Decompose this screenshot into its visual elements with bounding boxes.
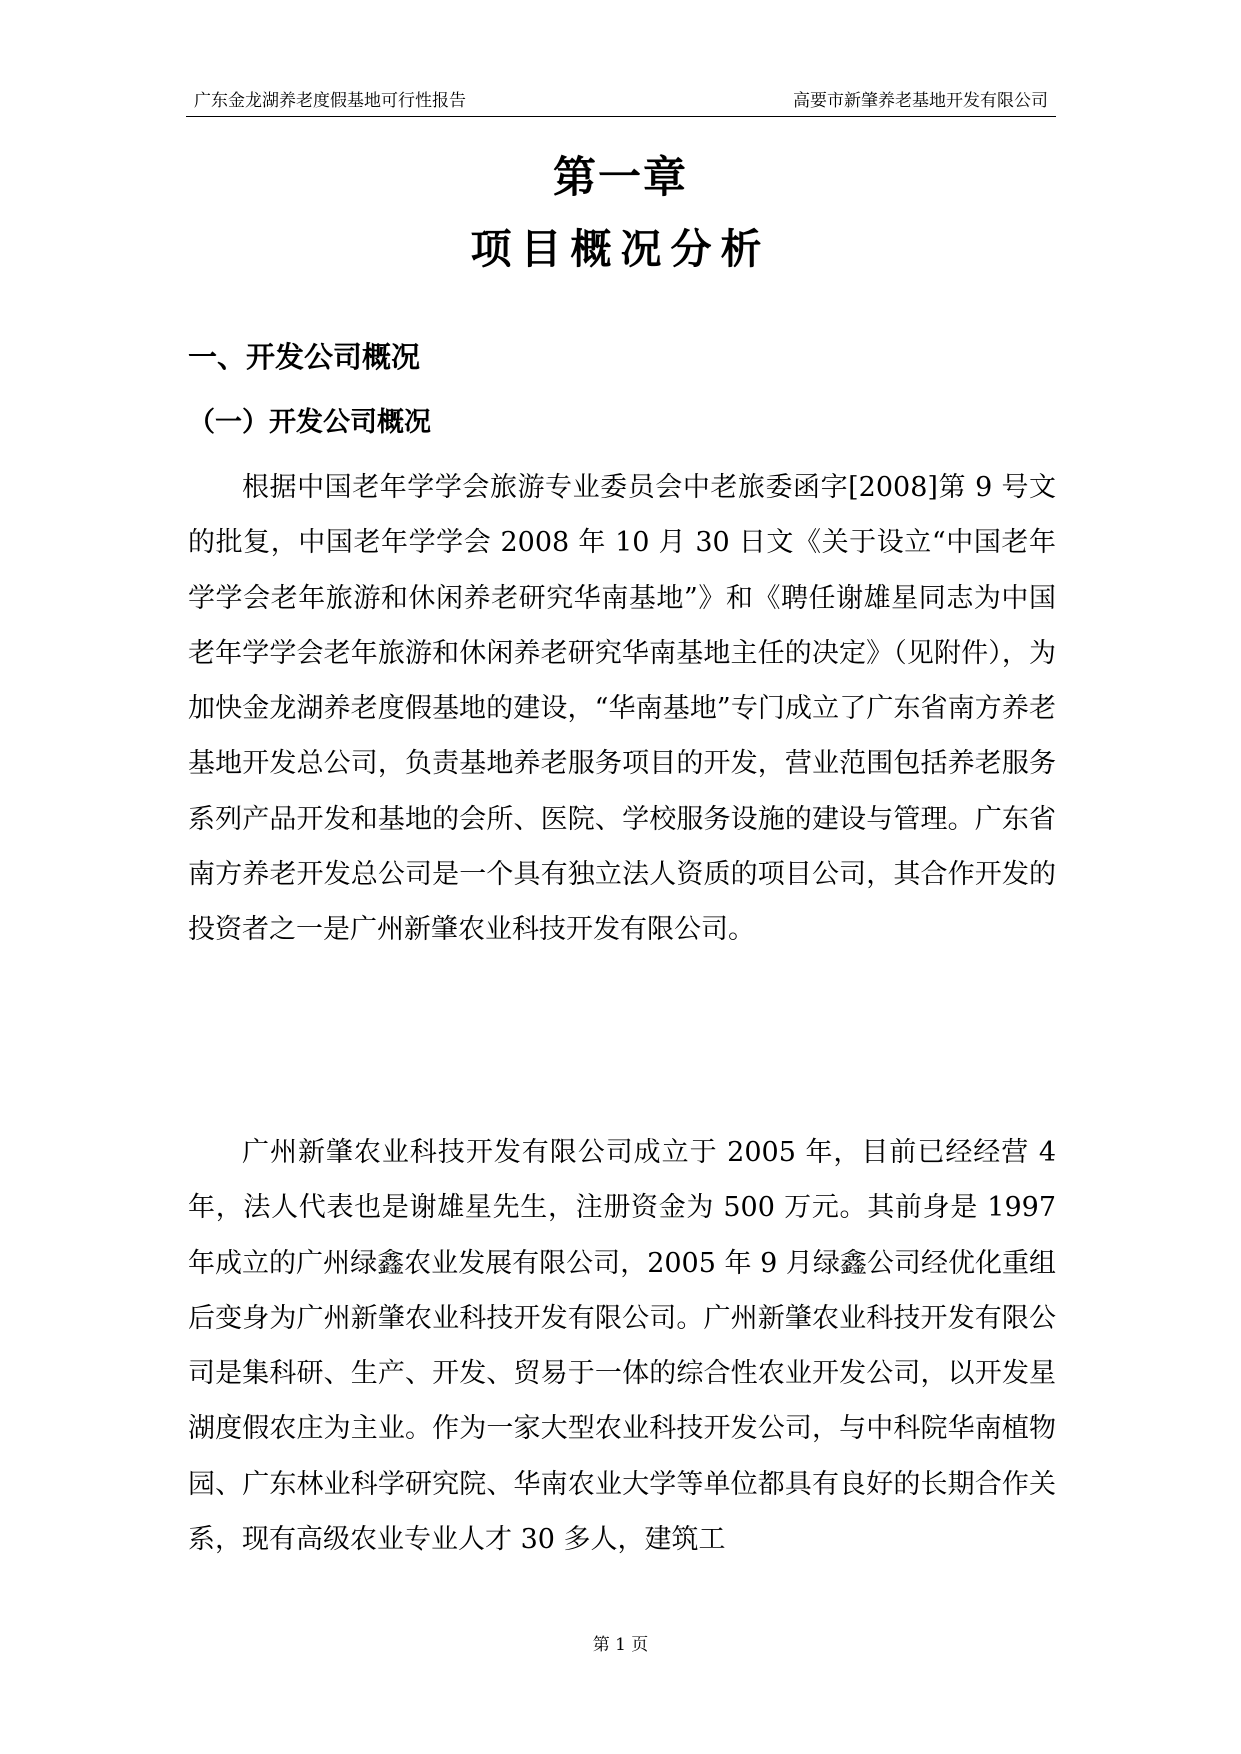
header-report-title: 广东金龙湖养老度假基地可行性报告	[194, 91, 466, 111]
header-company-name: 高要市新肇养老基地开发有限公司	[793, 91, 1048, 111]
chapter-number: 第一章	[553, 153, 688, 203]
page-header	[186, 86, 1056, 117]
chapter-title: 项目概况分析	[470, 225, 771, 273]
body-paragraph-1: 根据中国老年学学会旅游专业委员会中老旅委函字[2008]第 9 号文的批复，中国老年学学会 2008 年 10 月 30 日文《关于设立“中国老年学学会老年旅游和休闲养老研究华南基地”》和《聘任谢雄星同志为中国老年学学会老年旅游和休闲养老研究华南基地主任的决定》（见附件），为加快金龙湖养老度假基地的建设，“华南基地”专门成立了广东省南方养老基地开发总公司，负责基地养老服务项目的开发，营业范围包括养老服务系列产品开发和基地的会所、医院、学校服务设施的建设与管理。广东省南方养老开发总公司是一个具有独立法人资质的项目公司，其合作开发的投资者之一是广州新肇农业科技开发有限公司。	[188, 472, 1056, 946]
body-paragraph-2: 广州新肇农业科技开发有限公司成立于 2005 年，目前已经经营 4 年，法人代表也是谢雄星先生，注册资金为 500 万元。其前身是 1997 年成立的广州绿鑫农业发展有限公司，2005 年 9 月绿鑫公司经优化重组后变身为广州新肇农业科技开发有限公司。广州新肇农业科技开发有限公司是集科研、生产、开发、贸易于一体的综合性农业开发公司，以开发星湖度假农庄为主业。作为一家大型农业科技开发公司，与中科院华南植物园、广东林业科学研究院、华南农业大学等单位都具有良好的长期合作关系，现有高级农业专业人才 30 多人，建筑工	[188, 1137, 1056, 1556]
subsection-heading: （一）开发公司概况	[188, 407, 431, 438]
page-number: 第 1 页	[592, 1635, 649, 1655]
section-heading: 一、开发公司概况	[188, 340, 421, 374]
